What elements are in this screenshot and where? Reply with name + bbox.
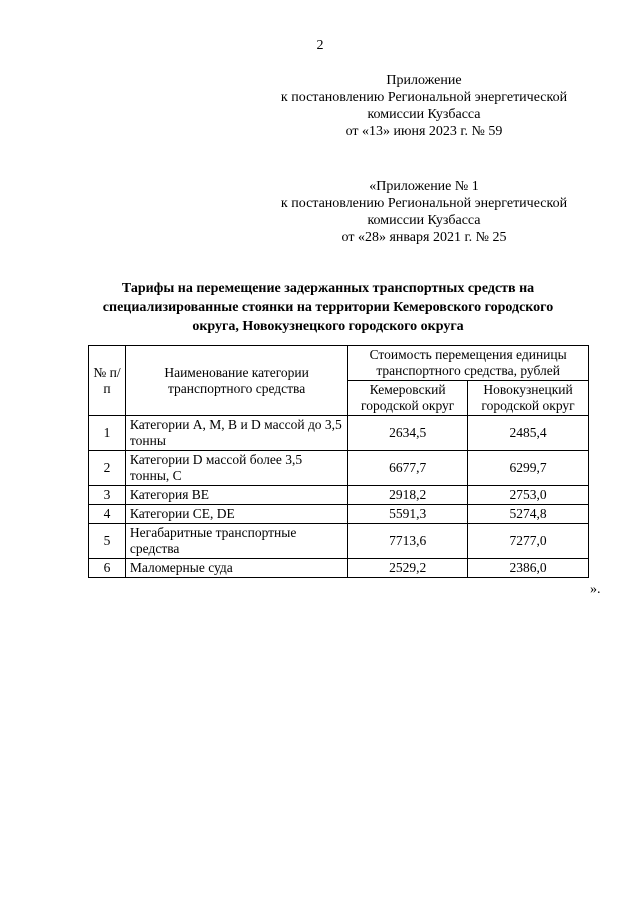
table-row: [89, 486, 589, 505]
appendix-current-line: комиссии Кузбасса: [367, 107, 481, 122]
row-novokuznetsk-value: 2386,0: [468, 559, 589, 578]
closing-quote-mark: ».: [590, 582, 601, 597]
row-number: 3: [89, 486, 126, 505]
row-number: 6: [89, 559, 126, 578]
row-category: Маломерные суда: [125, 559, 347, 578]
page-number: 2: [316, 38, 324, 53]
row-novokuznetsk-value: 2753,0: [468, 486, 589, 505]
row-novokuznetsk-value: 5274,8: [468, 505, 589, 524]
row-category: Категории A, M, B и D массой до 3,5 тонны: [125, 416, 347, 451]
document-title-line: округа, Новокузнецкого городского округа: [192, 319, 464, 334]
table-row: [89, 505, 589, 524]
row-kemerovo-value: 2634,5: [348, 416, 468, 451]
row-category: Категория BE: [125, 486, 347, 505]
table-row: [89, 451, 589, 486]
row-kemerovo-value: 2529,2: [348, 559, 468, 578]
document-title: [72, 279, 584, 336]
appendix-previous-line: комиссии Кузбасса: [367, 213, 481, 228]
appendix-previous-line: от «28» января 2021 г. № 25: [341, 230, 507, 245]
appendix-previous-header: [244, 178, 604, 246]
document-title-line: Тарифы на перемещение задержанных транспортных средств на: [121, 281, 535, 296]
row-category: Негабаритные транспортные средства: [125, 524, 347, 559]
row-kemerovo-value: 2918,2: [348, 486, 468, 505]
appendix-current-line: к постановлению Региональной энергетической: [280, 90, 568, 105]
row-kemerovo-value: 6677,7: [348, 451, 468, 486]
tariffs-table: [88, 345, 589, 578]
table-row: [89, 524, 589, 559]
row-category: Категории D массой более 3,5 тонны, C: [125, 451, 347, 486]
appendix-previous-line: «Приложение № 1: [369, 179, 479, 194]
header-category-name: Наименование категории транспортного средства: [125, 346, 347, 416]
header-kemerovo: Кемеровский городской округ: [348, 381, 468, 416]
header-number: № п/п: [89, 346, 126, 416]
appendix-current-header: [244, 72, 604, 140]
row-novokuznetsk-value: 7277,0: [468, 524, 589, 559]
row-number: 4: [89, 505, 126, 524]
row-novokuznetsk-value: 2485,4: [468, 416, 589, 451]
row-category: Категории CE, DE: [125, 505, 347, 524]
row-number: 1: [89, 416, 126, 451]
appendix-current-line: Приложение: [386, 73, 462, 88]
header-novokuznetsk: Новокузнецкий городской округ: [468, 381, 589, 416]
table-row: [89, 416, 589, 451]
row-number: 2: [89, 451, 126, 486]
row-kemerovo-value: 5591,3: [348, 505, 468, 524]
row-number: 5: [89, 524, 126, 559]
row-novokuznetsk-value: 6299,7: [468, 451, 589, 486]
document-title-line: специализированные стоянки на территории Кемеровского городского: [102, 300, 554, 315]
appendix-current-line: от «13» июня 2023 г. № 59: [345, 124, 503, 139]
table-row: [89, 559, 589, 578]
header-cost: Стоимость перемещения единицы транспортного средства, рублей: [348, 346, 589, 381]
row-kemerovo-value: 7713,6: [348, 524, 468, 559]
appendix-previous-line: к постановлению Региональной энергетической: [280, 196, 568, 211]
